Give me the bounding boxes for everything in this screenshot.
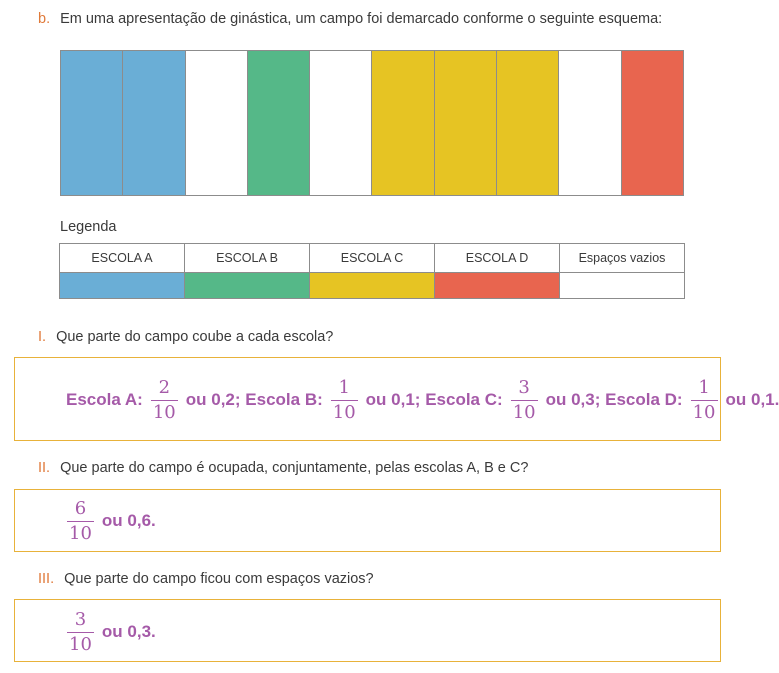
legend-swatch-escola-a bbox=[60, 273, 185, 299]
field-strip bbox=[186, 51, 248, 195]
answer-1-escola-d-label: Escola D: bbox=[605, 390, 683, 409]
field-strip bbox=[497, 51, 559, 195]
legend-table bbox=[59, 243, 685, 299]
question-2-label: II. bbox=[38, 460, 51, 476]
answer-1 bbox=[66, 374, 779, 426]
question-b-label: b. bbox=[38, 11, 51, 27]
legend-swatch-espacos-vazios bbox=[560, 273, 685, 299]
question-1 bbox=[38, 329, 333, 345]
fraction-denominator: 10 bbox=[692, 401, 716, 423]
fraction-numerator: 1 bbox=[698, 376, 710, 398]
question-2-text: Que parte do campo é ocupada, conjuntamente, pelas escolas A, B e C? bbox=[60, 460, 529, 476]
legend-swatch-escola-d bbox=[435, 273, 560, 299]
answer-3-decimal: ou 0,3. bbox=[101, 622, 156, 641]
legend-swatch-escola-b bbox=[185, 273, 310, 299]
fraction-numerator: 3 bbox=[74, 608, 87, 630]
field-strip bbox=[310, 51, 372, 195]
fraction-numerator: 6 bbox=[74, 497, 87, 519]
question-3-text: Que parte do campo ficou com espaços vazios? bbox=[64, 571, 374, 587]
legend-label-escola-d: ESCOLA D bbox=[435, 244, 560, 273]
fraction bbox=[691, 376, 718, 423]
fraction-numerator: 2 bbox=[158, 376, 171, 398]
fraction-numerator: 1 bbox=[338, 376, 350, 398]
fraction-denominator: 10 bbox=[332, 401, 356, 423]
legend-swatch-escola-c bbox=[310, 273, 435, 299]
field-diagram bbox=[60, 50, 684, 196]
answer-3 bbox=[67, 606, 156, 658]
legend-label-escola-a: ESCOLA A bbox=[60, 244, 185, 273]
answer-1-escola-b-decimal: ou 0,1; bbox=[365, 390, 421, 409]
field-strip bbox=[61, 51, 123, 195]
answer-1-escola-b-label: Escola B: bbox=[245, 390, 323, 409]
answer-1-escola-a-decimal: ou 0,2; bbox=[185, 390, 241, 409]
question-b bbox=[38, 11, 662, 27]
fraction bbox=[67, 497, 94, 544]
answer-box-2 bbox=[14, 489, 721, 552]
legend-label-escola-c: ESCOLA C bbox=[310, 244, 435, 273]
field-strip bbox=[559, 51, 621, 195]
question-3-label: III. bbox=[38, 571, 55, 587]
fraction bbox=[151, 376, 178, 423]
field-strip bbox=[435, 51, 497, 195]
field-strip bbox=[622, 51, 683, 195]
legend-label-espacos-vazios: Espaços vazios bbox=[560, 244, 685, 273]
answer-2 bbox=[67, 495, 156, 547]
answer-2-decimal: ou 0,6. bbox=[101, 511, 156, 530]
fraction bbox=[67, 608, 94, 655]
question-1-text: Que parte do campo coube a cada escola? bbox=[56, 329, 334, 345]
answer-1-escola-c-decimal: ou 0,3; bbox=[545, 390, 601, 409]
field-strip bbox=[248, 51, 310, 195]
fraction bbox=[331, 376, 358, 423]
answer-1-escola-a-label: Escola A: bbox=[66, 390, 143, 409]
fraction-denominator: 10 bbox=[512, 401, 536, 423]
question-3 bbox=[38, 571, 374, 587]
legend-title: Legenda bbox=[60, 219, 117, 235]
field-strip bbox=[123, 51, 185, 195]
question-b-text: Em uma apresentação de ginástica, um campo foi demarcado conforme o seguinte esquema: bbox=[60, 11, 663, 27]
fraction-numerator: 3 bbox=[518, 376, 530, 398]
field-strip bbox=[372, 51, 434, 195]
fraction-denominator: 10 bbox=[69, 633, 92, 655]
question-1-label: I. bbox=[38, 329, 47, 345]
legend-label-escola-b: ESCOLA B bbox=[185, 244, 310, 273]
fraction-denominator: 10 bbox=[69, 522, 92, 544]
answer-1-escola-d-decimal: ou 0,1. bbox=[725, 390, 779, 409]
answer-box-3 bbox=[14, 599, 721, 662]
question-2 bbox=[38, 460, 528, 476]
fraction bbox=[511, 376, 538, 423]
answer-box-1 bbox=[14, 357, 779, 441]
fraction-denominator: 10 bbox=[152, 401, 176, 423]
answer-1-escola-c-label: Escola C: bbox=[425, 390, 503, 409]
